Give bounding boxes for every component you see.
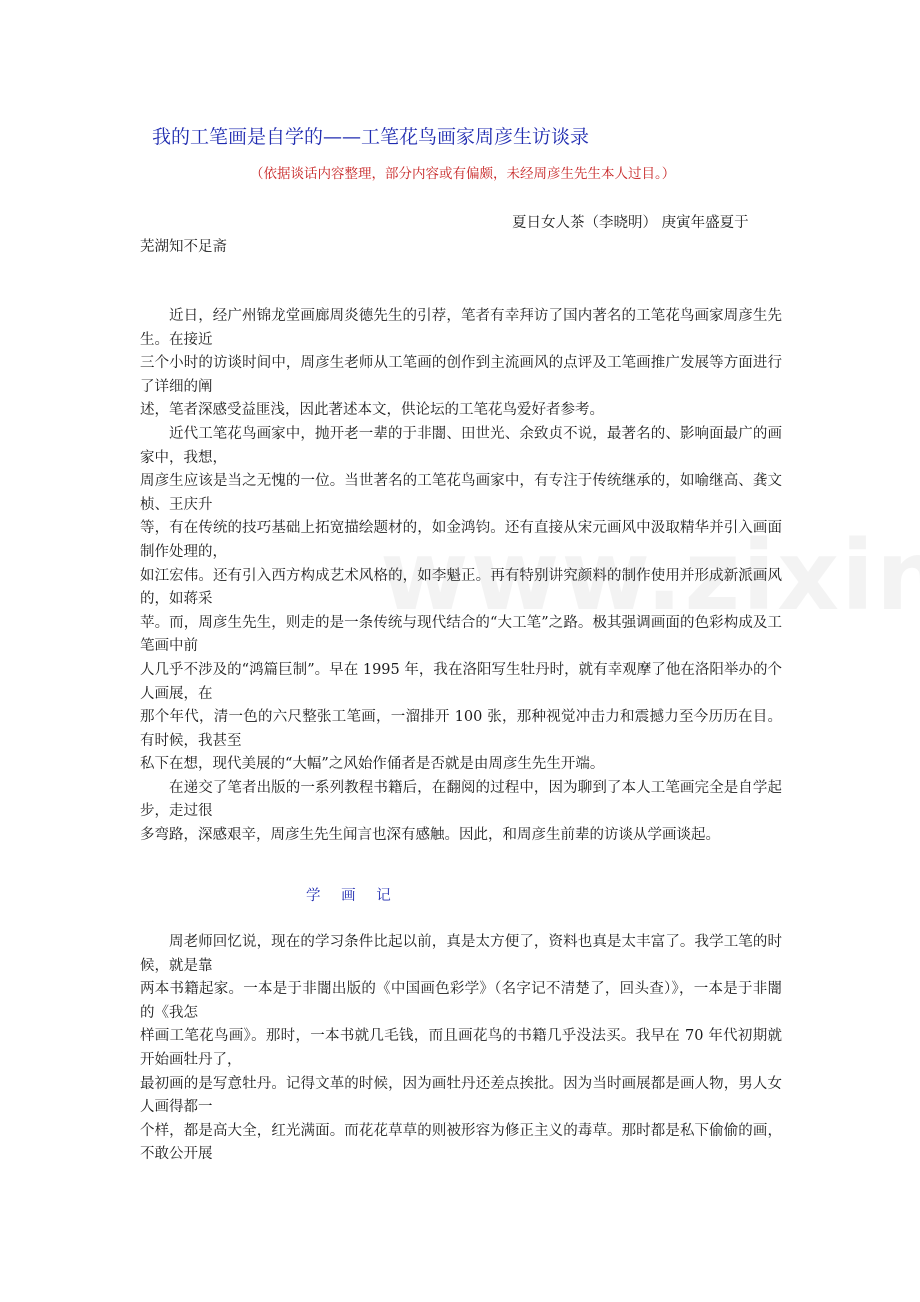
paragraph-line: 近代工笔花鸟画家中，抛开老一辈的于非闇、田世光、余致贞不说，最著名的、影响面最广的画家中，我想， [140, 425, 782, 466]
paragraph-line: 那个年代，清一色的六尺整张工笔画，一溜排开 100 张，那种视觉冲击力和震撼力至今历历在目。有时候，我甚至 [140, 709, 782, 749]
paragraph-line: 苹。而，周彦生先生，则走的是一条传统与现代结合的“大工笔”之路。极其强调画面的色彩构成及工笔画中前 [140, 614, 782, 655]
paragraph-line: 如江宏伟。还有引入西方构成艺术风格的，如李魁正。再有特别讲究颜料的制作使用并形成新派画风的，如蒋采 [140, 567, 782, 608]
section-heading: 学 画 记 [306, 888, 399, 904]
paragraph-line: 个样，都是高大全，红光满面。而花花草草的则被形容为修正主义的毒草。那时都是私下偷偷的画，不敢公开展 [140, 1122, 782, 1163]
paragraph-line: 样画工笔花鸟画》。那时，一本书就几毛钱，而且画花鸟的书籍几乎没法买。我早在 70 年代初期就开始画牡丹了， [140, 1028, 782, 1068]
paragraph-line: 两本书籍起家。一本是于非闇出版的《中国画色彩学》（名字记不清楚了，回头查）》，一本是于非闇的《我怎 [140, 981, 782, 1021]
paragraph-line: 近日，经广州锦龙堂画廊周炎德先生的引荐，笔者有幸拜访了国内著名的工笔花鸟画家周彦生先生。在接近 [140, 308, 782, 348]
paragraph-line: 等，有在传统的技巧基础上拓宽描绘题材的，如金鸿钧。还有直接从宋元画风中汲取精华并引入画面制作处理的， [140, 520, 782, 560]
byline: 夏日女人茶（李晓明） 庚寅年盛夏于 [512, 215, 749, 231]
paragraph-line: 在递交了笔者出版的一系列教程书籍后，在翻阅的过程中，因为聊到了本人工笔画完全是自学起步，走过很 [140, 779, 782, 820]
paragraph-line: 多弯路，深感艰辛，周彦生先生闻言也深有感触。因此，和周彦生前辈的访谈从学画谈起。 [140, 827, 720, 844]
paragraph-line: 最初画的是写意牡丹。记得文革的时候，因为画牡丹还差点挨批。因为当时画展都是画人物，男人女人画得都一 [140, 1075, 782, 1116]
paragraph-line: 周老师回忆说，现在的学习条件比起以前，真是太方便了，资料也真是太丰富了。我学工笔的时候，就是靠 [140, 934, 782, 974]
section-body [140, 931, 782, 1167]
intro-body [140, 305, 782, 848]
paragraph-line: 私下在想，现代美展的“大幅”之风始作俑者是否就是由周彦生先生开端。 [140, 756, 605, 773]
paragraph-line: 人几乎不涉及的“鸿篇巨制”。早在 1995 年，我在洛阳写生牡丹时，就有幸观摩了他在洛阳举办的个人画展，在 [140, 661, 782, 702]
paragraph-line: 述，笔者深感受益匪浅，因此著述本文，供论坛的工笔花鸟爱好者参考。 [140, 402, 604, 419]
paragraph-line: 三个小时的访谈时间中，周彦生老师从工笔画的创作到主流画风的点评及工笔画推广发展等方面进行了详细的阐 [140, 355, 782, 395]
article-subtitle: （依据谈话内容整理，部分内容或有偏颇，未经周彦生先生本人过目。） [250, 166, 676, 182]
paragraph-line: 周彦生应该是当之无愧的一位。当世著名的工笔花鸟画家中，有专注于传统继承的，如喻继高、龚文桢、王庆升 [140, 473, 782, 513]
article-title: 我的工笔画是自学的——工笔花鸟画家周彦生访谈录 [152, 126, 590, 148]
byline-location: 芜湖知不足斋 [140, 239, 227, 255]
